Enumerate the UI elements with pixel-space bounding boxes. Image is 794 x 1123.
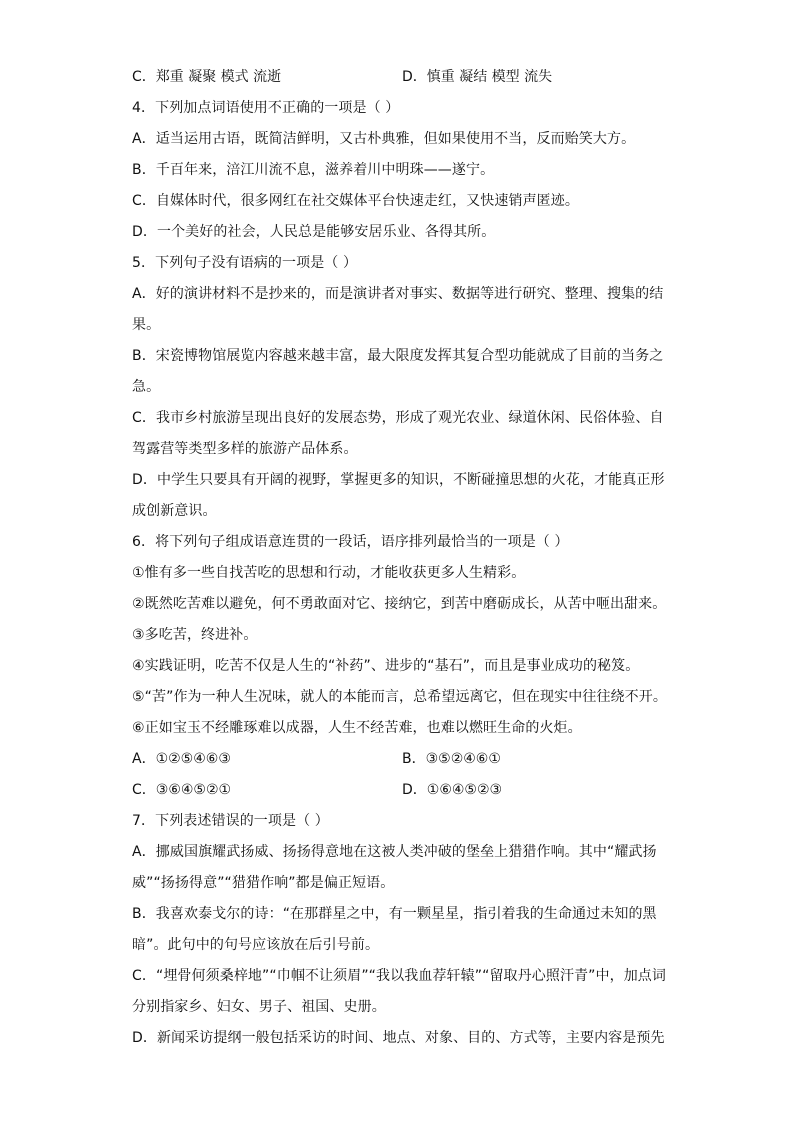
q4-option-b: B．千百年来，涪江川流不息，滋养着川中明珠——遂宁。 bbox=[132, 162, 495, 178]
q6-sentence-6: ⑥正如宝玉不经雕琢难以成器，人生不经苦难，也难以燃旺生命的火炬。 bbox=[132, 720, 582, 736]
q3-options-row-cd bbox=[132, 62, 672, 93]
q6-option-d: D．①⑥④⑤②③ bbox=[402, 782, 503, 798]
q3-option-c: C．郑重 凝聚 模式 流逝 bbox=[132, 69, 282, 85]
q6-sentence-2: ②既然吃苦难以避免，何不勇敢面对它、接纳它，到苦中磨砺成长，从苦中咂出甜来。 bbox=[132, 596, 667, 612]
q4-option-c: C．自媒体时代，很多网红在社交媒体平台快速走红，又快速销声匿迹。 bbox=[132, 193, 579, 209]
q5-option-d-line1: D．中学生只要具有开阔的视野，掌握更多的知识，不断碰撞思想的火花，才能真正形 bbox=[132, 472, 665, 488]
q5-option-a-line2: 果。 bbox=[132, 317, 161, 333]
q7-stem: 7．下列表述错误的一项是（ ） bbox=[132, 813, 329, 829]
q6-sentence-4: ④实践证明，吃苦不仅是人生的“补药”、进步的“基石”，而且是事业成功的秘笈。 bbox=[132, 658, 640, 674]
q6-options-row-ab bbox=[132, 744, 672, 775]
q6-option-c: C．③⑥④⑤②① bbox=[132, 782, 232, 798]
q6-options-row-cd bbox=[132, 775, 672, 806]
q7-option-c-line2: 分别指家乡、妇女、男子、祖国、史册。 bbox=[132, 999, 386, 1015]
q7-option-b-line2: 暗”。此句中的句号应该放在后引号前。 bbox=[132, 937, 380, 953]
q7-option-a-line2: 威”“扬扬得意”“猎猎作响”都是偏正短语。 bbox=[132, 875, 395, 891]
q7-option-a-line1: A．挪威国旗耀武扬威、扬扬得意地在这被人类冲破的堡垒上猎猎作响。其中“耀武扬 bbox=[132, 844, 657, 860]
q5-option-d-line2: 成创新意识。 bbox=[132, 503, 217, 519]
q7-option-b-line1: B．我喜欢泰戈尔的诗：“在那群星之中，有一颗星星，指引着我的生命通过未知的黑 bbox=[132, 906, 657, 922]
q5-stem: 5．下列句子没有语病的一项是（ ） bbox=[132, 255, 358, 271]
q3-option-d: D．慎重 凝结 模型 流失 bbox=[402, 69, 553, 85]
q6-sentence-3: ③多吃苦，终进补。 bbox=[132, 627, 258, 643]
q5-option-b-line2: 急。 bbox=[132, 379, 161, 395]
q6-option-a: A．①②⑤④⑥③ bbox=[132, 751, 231, 767]
q7-option-c-line1: C．“埋骨何须桑梓地”“巾帼不让须眉”“我以我血荐轩辕”“留取丹心照汗青”中，加点词 bbox=[132, 968, 666, 984]
page-content bbox=[132, 62, 672, 1054]
q6-sentence-5: ⑤“苦”作为一种人生况味，就人的本能而言，总希望远离它，但在现实中往往绕不开。 bbox=[132, 689, 667, 705]
q4-option-d: D．一个美好的社会，人民总是能够安居乐业、各得其所。 bbox=[132, 224, 496, 240]
q5-option-c-line2: 驾露营等类型多样的旅游产品体系。 bbox=[132, 441, 358, 457]
q6-option-b: B．③⑤②④⑥① bbox=[402, 751, 501, 767]
q5-option-c-line1: C．我市乡村旅游呈现出良好的发展态势，形成了观光农业、绿道休闲、民俗体验、自 bbox=[132, 410, 664, 426]
q4-option-a: A．适当运用古语，既简洁鲜明，又古朴典雅，但如果使用不当，反而贻笑大方。 bbox=[132, 131, 636, 147]
q7-option-d-line1: D．新闻采访提纲一般包括采访的时间、地点、对象、目的、方式等，主要内容是预先 bbox=[132, 1030, 665, 1046]
q4-stem: 4．下列加点词语使用不正确的一项是（ ） bbox=[132, 100, 400, 116]
q5-option-b-line1: B．宋瓷博物馆展览内容越来越丰富，最大限度发挥其复合型功能就成了目前的当务之 bbox=[132, 348, 664, 364]
q6-stem: 6．将下列句子组成语意连贯的一段话，语序排列最恰当的一项是（ ） bbox=[132, 534, 569, 550]
q5-option-a-line1: A．好的演讲材料不是抄来的，而是演讲者对事实、数据等进行研究、整理、搜集的结 bbox=[132, 286, 664, 302]
q6-sentence-1: ①惟有多一些自找苦吃的思想和行动，才能收获更多人生精彩。 bbox=[132, 565, 526, 581]
